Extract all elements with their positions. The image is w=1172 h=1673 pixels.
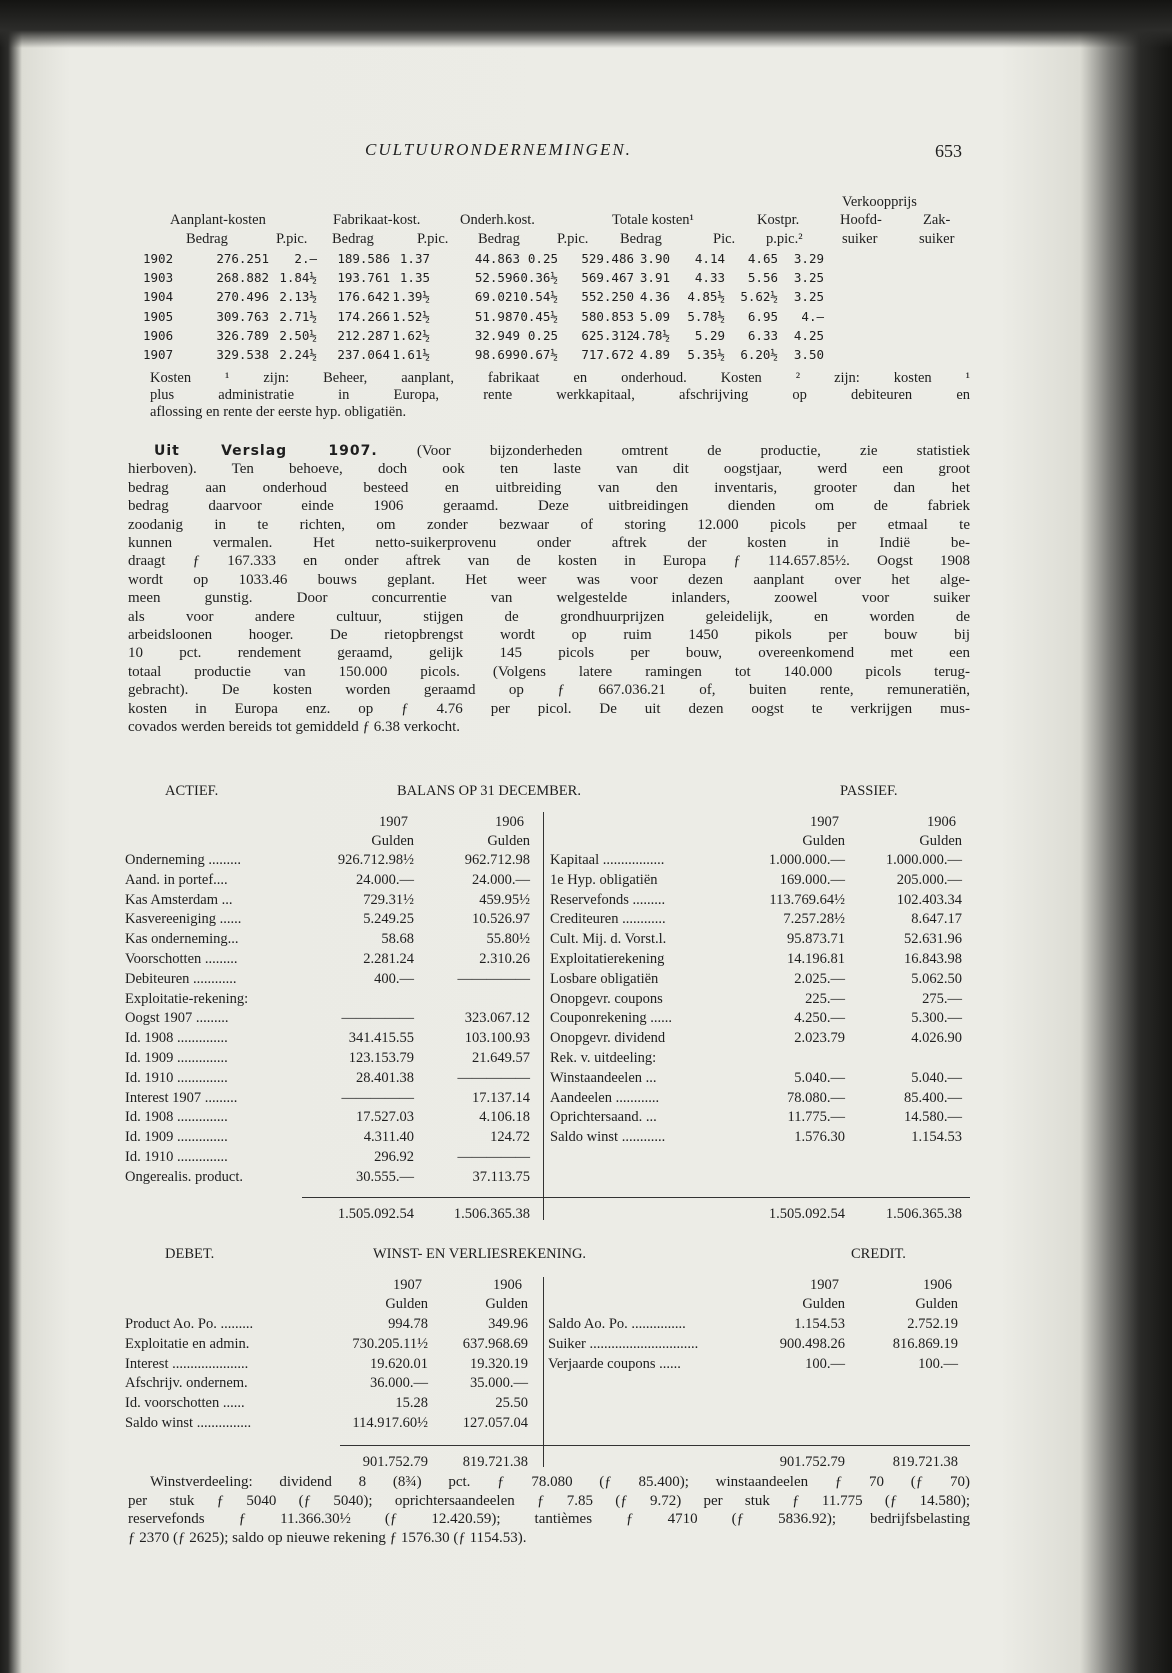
report-line: meen gunstig. Door concurrentie van welgestelde inlanders, zoowel voor suiker: [128, 590, 970, 607]
report-line: 10 pct. rendement geraamd, gelijk 145 picols per bouw, overeenkomend met een: [128, 645, 970, 662]
cost-table-head2-cell: Bedrag: [620, 231, 662, 247]
report-line: covados werden bereids tot gemiddeld ƒ 6.38 verkocht.: [128, 719, 460, 736]
cost-table-head1-cell: Totale kosten¹: [612, 212, 694, 228]
balance-passief-label: 1e Hyp. obligatiën: [550, 871, 658, 888]
balance-actief-value-1906: 459.95½: [479, 891, 530, 908]
pl-credit-label: Saldo Ao. Po. ...............: [548, 1316, 686, 1332]
pl-debet-label: Product Ao. Po. .........: [125, 1316, 254, 1332]
cost-table-cell: 1.37: [399, 251, 430, 266]
cost-table-cell: 1.62½: [392, 327, 430, 343]
cost-table-head2-cell: P.pic.: [417, 231, 449, 247]
cost-table-cell: 4.89: [639, 347, 670, 362]
pl-title: WINST- EN VERLIESREKENING.: [373, 1246, 587, 1262]
balance-actief-label: Id. 1910 ..............: [125, 1149, 228, 1165]
cost-table-cell: 4.85½: [687, 289, 725, 305]
balance-actief-value-1906: 103.100.93: [464, 1030, 530, 1047]
balance-year-header: 1907: [379, 814, 408, 830]
balance-passief-label: Rek. v. uitdeeling:: [550, 1050, 657, 1066]
balance-title: BALANS OP 31 DECEMBER.: [397, 783, 581, 799]
pl-debet-value-1906: 637.968.69: [462, 1335, 528, 1352]
cost-table-head1-cell: Kostpr.: [757, 212, 800, 228]
pl-debet-label: Afschrijv. ondernem.: [125, 1375, 248, 1392]
cost-table-cell: 529.486: [581, 251, 634, 266]
balance-passief-value-1907: 2.023.79: [794, 1030, 845, 1047]
balance-passief-value-1907: 1.576.30: [794, 1129, 845, 1146]
page-number: 653: [935, 141, 962, 161]
balance-actief-label: Id. 1908 ..............: [125, 1109, 228, 1126]
report-paragraph: [128, 442, 970, 737]
balance-year-header: 1907: [810, 814, 839, 830]
balance-passief-value-1907: 225.—: [805, 990, 845, 1007]
cost-note: [150, 370, 970, 421]
pl-debet-value-1906: 349.96: [488, 1316, 528, 1332]
report-line: hierboven). Ten behoeve, doch ook ten laste van dit oogstjaar, werd een groot: [128, 461, 970, 478]
cost-table-year: 1907: [143, 347, 174, 362]
distribution-paragraph: [128, 1473, 970, 1547]
report-line: arbeidsloonen hooger. De rietopbrengst wordt op ruim 1450 pikols per bouw bij: [128, 627, 970, 644]
cost-table-cell: 270.496: [216, 289, 269, 305]
cost-table-cell: 1.52½: [392, 308, 430, 324]
balance-unit-header: Gulden: [802, 833, 845, 849]
cost-table-head2-cell: p.pic.²: [766, 231, 803, 247]
cost-note-line: plus administratie in Europa, rente werkkapitaal, afschrijving op debiteuren en: [150, 387, 970, 403]
balance-actief-value-1907: 30.555.—: [356, 1168, 414, 1185]
cost-table-head1-cell: Fabrikaat-kost.: [333, 212, 421, 228]
balance-actief-value-1906: 323.067.12: [464, 1010, 530, 1027]
cost-table-cell: 4.36: [639, 289, 670, 305]
pl-credit-value-1907: 1.154.53: [794, 1316, 845, 1332]
balance-actief-value-1907: —————: [341, 1089, 414, 1106]
balance-actief-label: Oogst 1907 .........: [125, 1010, 229, 1027]
cost-table-cell: 326.789: [216, 327, 269, 343]
cost-table-cell: 0.54½: [520, 289, 558, 305]
cost-table-cell: 0.45½: [520, 308, 558, 324]
balance-passief-label: Onopgevr. coupons: [550, 990, 663, 1007]
balance-actief-value-1907: 4.311.40: [363, 1129, 414, 1146]
balance-actief-value-1907: 24.000.—: [356, 871, 414, 888]
balance-actief-value-1907: 400.—: [374, 970, 414, 987]
balance-actief-label: Debiteuren ............: [125, 970, 237, 987]
cost-table-cell: 717.672: [581, 347, 634, 362]
cost-table-cell: 237.064: [337, 347, 390, 362]
cost-table-cell: 3.50: [793, 347, 824, 362]
pl-year-header: 1907: [393, 1277, 422, 1293]
balance-passief-value-1907: 4.250.—: [794, 1010, 845, 1027]
balance-passief-value-1907: 78.080.—: [787, 1089, 845, 1106]
cost-table-cell: 1.84½: [279, 270, 317, 286]
pl-debet-value-1907: 15.28: [395, 1395, 428, 1412]
cost-table-cell: 3.91: [639, 270, 670, 286]
running-header: CULTUURONDERNEMINGEN.: [365, 140, 632, 159]
cost-table-cell: 5.09: [639, 308, 670, 324]
balance-passief-value-1906: 5.062.50: [911, 970, 962, 987]
cost-table-cell: 1.61½: [392, 347, 430, 362]
report-line: bedrag aan onderhoud besteed en uitbreiding van den inventaris, grooter dan het: [128, 479, 970, 496]
pl-debet-value-1907: 114.917.60½: [352, 1415, 428, 1431]
pl-divider: [543, 1277, 544, 1467]
balance-actief-label: Id. 1909 ..............: [125, 1129, 228, 1146]
pl-debet-value-1907: 994.78: [388, 1316, 428, 1332]
cost-table-cell: 3.90: [639, 251, 670, 266]
balance-actief-value-1907: 58.68: [381, 931, 414, 948]
cost-table-cell: 2.71½: [279, 308, 317, 324]
balance-actief-value-1906: 37.113.75: [472, 1168, 530, 1185]
pl-right-title: CREDIT.: [851, 1246, 906, 1262]
pl-debet-value-1906: 25.50: [495, 1395, 528, 1412]
balance-actief-value-1906: 4.106.18: [479, 1109, 530, 1126]
balance-passief-value-1906: 16.843.98: [904, 951, 962, 967]
balance-actief-label: Exploitatie-rekening:: [125, 990, 249, 1007]
pl-credit-label: Suiker ..............................: [548, 1335, 699, 1352]
cost-table-head2-cell: suiker: [842, 231, 878, 247]
balance-divider: [543, 812, 544, 1220]
cost-table-cell: 32.949: [474, 327, 520, 343]
cost-table-cell: 6.95: [747, 308, 778, 324]
cost-table-cell: 2.13½: [279, 289, 317, 305]
balance-actief-value-1906: 17.137.14: [472, 1089, 530, 1106]
balance-passief-label: Couponrekening ......: [550, 1010, 673, 1027]
distribution-line: ƒ 2370 (ƒ 2625); saldo op nieuwe rekening ƒ 1576.30 (ƒ 1154.53).: [128, 1529, 527, 1546]
cost-table-cell: 0.36½: [520, 270, 558, 286]
cost-table-cell: 309.763: [216, 308, 269, 324]
balance-actief-value-1907: 123.153.79: [348, 1050, 414, 1066]
balance-passief-value-1906: 14.580.—: [904, 1109, 962, 1126]
cost-table-year: 1904: [143, 289, 174, 305]
balance-unit-header: Gulden: [487, 833, 530, 849]
balance-total-rule: [302, 1197, 970, 1198]
balance-actief-label: Kas Amsterdam ...: [125, 891, 233, 908]
pl-debet-label: Saldo winst ...............: [125, 1415, 252, 1431]
balance-passief-value-1906: 1.000.000.—: [885, 852, 962, 868]
balance-right-title: PASSIEF.: [840, 783, 898, 799]
cost-table-cell: 52.596: [474, 270, 520, 286]
balance-actief-value-1906: —————: [457, 1149, 530, 1165]
balance-actief-label: Id. 1909 ..............: [125, 1050, 228, 1066]
pl-total: 901.752.79: [362, 1454, 428, 1470]
balance-passief-value-1907: 5.040.—: [794, 1069, 845, 1086]
cost-table-cell: 2.—: [294, 251, 317, 266]
balance-passief-value-1906: 275.—: [922, 990, 962, 1007]
balance-passief-value-1906: 4.026.90: [911, 1030, 962, 1047]
cost-table-cell: 5.56: [747, 270, 778, 286]
balance-total: 1.506.365.38: [453, 1206, 530, 1222]
balance-actief-label: Voorschotten .........: [125, 951, 238, 967]
pl-debet-value-1906: 19.320.19: [470, 1355, 528, 1372]
cost-table-cell: 193.761: [337, 270, 390, 286]
balance-passief-label: Losbare obligatiën: [550, 970, 659, 987]
balance-actief-value-1906: 10.526.97: [472, 911, 530, 928]
pl-credit-value-1906: 816.869.19: [892, 1335, 958, 1352]
balance-passief-value-1907: 7.257.28½: [783, 911, 845, 928]
cost-table-head1-cell: Hoofd-: [840, 212, 882, 228]
cost-table-cell: 4.—: [801, 308, 824, 324]
cost-note-line: Kosten ¹ zijn: Beheer, aanplant, fabrikaat en onderhoud. Kosten ² zijn: kosten ¹: [150, 370, 970, 386]
pl-debet-label: Id. voorschotten ......: [125, 1395, 245, 1412]
balance-actief-value-1906: —————: [457, 970, 530, 987]
report-line: totaal productie van 150.000 picols. (Volgens latere ramingen tot 140.000 picols terug-: [128, 663, 970, 680]
balance-passief-value-1906: 8.647.17: [911, 911, 962, 928]
balance-year-header: 1906: [927, 814, 956, 830]
cost-table-cell: 5.62½: [740, 289, 778, 305]
balance-actief-label: Kas onderneming...: [125, 931, 239, 948]
report-line: zoodanig in te richten, om zonder bezwaar of storing 12.000 picols per etmaal te: [128, 516, 970, 533]
cost-table-cell: 0.67½: [520, 347, 558, 362]
cost-table-cell: 3.29: [793, 251, 824, 266]
cost-table-cell: 174.266: [337, 308, 390, 324]
cost-table-cell: 5.78½: [687, 308, 725, 324]
cost-table-verkoop-header: Verkoopprijs: [842, 194, 917, 210]
balance-passief-label: Onopgevr. dividend: [550, 1030, 666, 1047]
cost-table-head1-cell: Onderh.kost.: [460, 212, 535, 228]
cost-table-cell: 3.25: [793, 270, 824, 286]
cost-table-cell: 2.24½: [279, 347, 317, 362]
pl-debet-label: Exploitatie en admin.: [125, 1335, 250, 1352]
cost-table-head2-cell: Bedrag: [478, 231, 520, 247]
cost-table-cell: 189.586: [337, 251, 390, 266]
balance-passief-label: Crediteuren ............: [550, 911, 666, 928]
report-line: draagt ƒ 167.333 en onder aftrek van de kosten in Europa ƒ 114.657.85½. Oogst 1908: [128, 553, 970, 570]
cost-table-cell: 625.312: [581, 327, 634, 343]
balance-actief-label: Id. 1910 ..............: [125, 1069, 228, 1086]
balance-total: 1.505.092.54: [768, 1206, 845, 1222]
balance-actief-value-1907: 5.249.25: [363, 911, 414, 928]
balance-actief-label: Interest 1907 .........: [125, 1089, 238, 1106]
balance-actief-value-1906: 124.72: [490, 1129, 530, 1146]
balance-passief-value-1907: 95.873.71: [787, 931, 845, 948]
report-line-text: (Voor bijzonderheden omtrent de productie, zie statistiek: [416, 443, 970, 459]
balance-unit-header: Gulden: [371, 833, 414, 849]
pl-unit-header: Gulden: [385, 1296, 428, 1312]
balance-actief-label: Kasvereeniging ......: [125, 911, 242, 928]
pl-year-header: 1907: [810, 1277, 839, 1293]
pl-credit-label: Verjaarde coupons ......: [548, 1355, 681, 1372]
pl-debet-label: Interest .....................: [125, 1355, 249, 1372]
cost-table-year: 1906: [143, 327, 174, 343]
cost-table-cell: 4.25: [793, 327, 824, 343]
pl-debet-value-1907: 19.620.01: [370, 1355, 428, 1372]
pl-total: 819.721.38: [462, 1454, 528, 1470]
pl-debet-value-1907: 730.205.11½: [352, 1335, 428, 1352]
balance-passief-value-1906: 85.400.—: [904, 1089, 962, 1106]
report-line: als voor andere cultuur, stijgen de grondhuurprijzen geleidelijk, en worden de: [128, 608, 970, 625]
pl-unit-header: Gulden: [802, 1296, 845, 1312]
cost-table-head1-cell: Aanplant-kosten: [170, 212, 266, 228]
balance-actief-label: Id. 1908 ..............: [125, 1030, 228, 1047]
pl-credit-value-1906: 100.—: [918, 1355, 958, 1372]
balance-left-title: ACTIEF.: [165, 783, 219, 799]
cost-table-cell: 276.251: [216, 251, 269, 266]
cost-table-head2-cell: Bedrag: [332, 231, 374, 247]
balance-actief-value-1907: 17.527.03: [356, 1109, 414, 1126]
balance-passief-label: Saldo winst ............: [550, 1129, 666, 1146]
balance-passief-value-1907: 113.769.64½: [769, 891, 845, 908]
balance-passief-value-1906: 5.300.—: [911, 1010, 962, 1027]
cost-table-cell: 1.39½: [392, 289, 430, 305]
cost-table-cell: 4.65: [747, 251, 778, 266]
cost-table-head1-cell: Zak-: [923, 212, 951, 228]
report-line: kosten in Europa enz. op ƒ 4.76 per picol. De uit dezen oogst te verkrijgen mus-: [128, 700, 970, 717]
balance-actief-label: Onderneming .........: [125, 852, 241, 868]
balance-actief-value-1907: 2.281.24: [363, 951, 414, 967]
cost-table-cell: 51.987: [474, 308, 520, 324]
balance-passief-value-1907: 169.000.—: [779, 871, 845, 888]
pl-left-title: DEBET.: [165, 1246, 215, 1262]
balance-actief-value-1906: —————: [457, 1069, 530, 1086]
balance-unit-header: Gulden: [919, 833, 962, 849]
balance-year-header: 1906: [495, 814, 524, 830]
balance-passief-label: Winstaandeelen ...: [550, 1069, 657, 1086]
balance-actief-value-1907: 28.401.38: [356, 1069, 414, 1086]
balance-actief-value-1907: 296.92: [374, 1149, 414, 1165]
balance-actief-value-1906: 2.310.26: [479, 951, 530, 967]
balance-passief-label: Kapitaal .................: [550, 852, 665, 868]
page-shadow: [0, 0, 1172, 48]
pl-credit-value-1907: 100.—: [805, 1355, 845, 1372]
cost-table-cell: 4.33: [694, 270, 725, 286]
balance-passief-label: Exploitatierekening: [550, 951, 665, 967]
balance-total: 1.506.365.38: [885, 1206, 962, 1222]
pl-debet-value-1907: 36.000.—: [370, 1375, 428, 1392]
balance-actief-value-1907: 729.31½: [363, 891, 414, 908]
cost-table-year: 1903: [143, 270, 174, 286]
pl-total-rule: [340, 1445, 970, 1446]
cost-table-cell: 268.882: [216, 270, 269, 286]
balance-actief-value-1906: 55.80½: [486, 931, 530, 948]
balance-passief-label: Aandeelen ............: [550, 1089, 660, 1106]
distribution-line: Winstverdeeling: dividend 8 (8¾) pct. ƒ 78.080 (ƒ 85.400); winstaandeelen ƒ 70 (ƒ 70): [150, 1474, 970, 1490]
balance-actief-value-1907: —————: [341, 1010, 414, 1027]
report-line: kunnen vermalen. Het netto-suikerprovenu onder aftrek der kosten in Indië be-: [128, 535, 970, 552]
cost-table-head2-cell: P.pic.: [276, 231, 308, 247]
balance-passief-value-1906: 52.631.96: [904, 931, 962, 948]
balance-actief-label: Ongerealis. product.: [125, 1168, 243, 1185]
cost-table-cell: 569.467: [581, 270, 634, 286]
cost-table-cell: 2.50½: [279, 327, 317, 343]
cost-table-cell: 552.250: [581, 289, 634, 305]
balance-actief-value-1907: 926.712.98½: [337, 852, 414, 868]
cost-table-cell: 4.78½: [632, 327, 670, 343]
balance-actief-label: Aand. in portef....: [125, 871, 228, 888]
balance-passief-value-1906: 102.403.34: [896, 891, 962, 908]
pl-year-header: 1906: [923, 1277, 952, 1293]
balance-actief-value-1907: 341.415.55: [348, 1030, 414, 1047]
balance-passief-label: Reservefonds .........: [550, 891, 666, 908]
report-label: Uit Verslag 1907.: [154, 443, 378, 459]
balance-total: 1.505.092.54: [337, 1206, 414, 1222]
balance-passief-value-1906: 5.040.—: [911, 1069, 962, 1086]
cost-table-cell: 5.35½: [687, 347, 725, 362]
cost-table-cell: 69.021: [474, 289, 520, 305]
pl-unit-header: Gulden: [915, 1296, 958, 1312]
cost-table-head2-cell: P.pic.: [557, 231, 589, 247]
cost-table-cell: 212.287: [337, 327, 390, 343]
balance-passief-value-1906: 1.154.53: [911, 1129, 962, 1146]
report-line: bedrag daarvoor einde 1906 geraamd. Deze uitbreidingen dienden om de fabriek: [128, 498, 970, 515]
cost-table-cell: 6.20½: [740, 347, 778, 362]
cost-table-head2-cell: Pic.: [713, 231, 736, 247]
balance-passief-value-1906: 205.000.—: [896, 871, 962, 888]
cost-table-cell: 0.25: [527, 251, 558, 266]
report-line: [154, 442, 970, 460]
pl-credit-value-1906: 2.752.19: [907, 1316, 958, 1332]
balance-passief-value-1907: 1.000.000.—: [768, 852, 845, 868]
balance-actief-value-1906: 21.649.57: [472, 1050, 530, 1066]
balance-actief-value-1906: 962.712.98: [464, 852, 530, 868]
balance-actief-value-1906: 24.000.—: [472, 871, 530, 888]
cost-table-head2-cell: suiker: [919, 231, 955, 247]
pl-debet-value-1906: 35.000.—: [470, 1375, 528, 1392]
cost-table-cell: 3.25: [793, 289, 824, 305]
cost-table-cell: 4.14: [694, 251, 725, 266]
cost-table-cell: 580.853: [581, 308, 634, 324]
balance-passief-label: Cult. Mij. d. Vorst.l.: [550, 931, 667, 948]
balance-passief-value-1907: 14.196.81: [787, 951, 845, 967]
report-line: gebracht). De kosten worden geraamd op ƒ 667.036.21 of, buiten rente, remuneratiën,: [128, 682, 970, 699]
cost-table-cell: 329.538: [216, 347, 269, 362]
report-line: wordt op 1033.46 bouws geplant. Het weer was voor dezen aanplant over het alge-: [128, 571, 970, 588]
balance-passief-label: Oprichtersaand. ...: [550, 1109, 657, 1126]
cost-table-cell: 98.699: [474, 347, 520, 362]
pl-debet-value-1906: 127.057.04: [462, 1415, 528, 1431]
pl-total: 819.721.38: [892, 1454, 958, 1470]
pl-total: 901.752.79: [779, 1454, 845, 1470]
pl-credit-value-1907: 900.498.26: [779, 1335, 845, 1352]
balance-passief-value-1907: 2.025.—: [794, 970, 845, 987]
cost-table-cell: 44.863: [474, 251, 520, 266]
cost-table-cell: 176.642: [337, 289, 390, 305]
cost-table-cell: 0.25: [527, 327, 558, 343]
pl-unit-header: Gulden: [485, 1296, 528, 1312]
distribution-line: reservefonds ƒ 11.366.30½ (ƒ 12.420.59); tantièmes ƒ 4710 (ƒ 5836.92); bedrijfsbelasting: [128, 1511, 970, 1528]
cost-table-cell: 6.33: [747, 327, 778, 343]
cost-table-head2-cell: Bedrag: [186, 231, 228, 247]
cost-table-year: 1905: [143, 308, 174, 324]
pl-year-header: 1906: [493, 1277, 522, 1293]
distribution-line: per stuk ƒ 5040 (ƒ 5040); oprichtersaandeelen ƒ 7.85 (ƒ 9.72) per stuk ƒ 11.775 (ƒ 14.580);: [128, 1492, 970, 1509]
cost-note-line: aflossing en rente der eerste hyp. obligatiën.: [150, 404, 407, 420]
balance-passief-value-1907: 11.775.—: [787, 1109, 845, 1126]
cost-table-cell: 5.29: [694, 327, 725, 343]
cost-table-year: 1902: [143, 251, 174, 266]
cost-table-cell: 1.35: [399, 270, 430, 286]
